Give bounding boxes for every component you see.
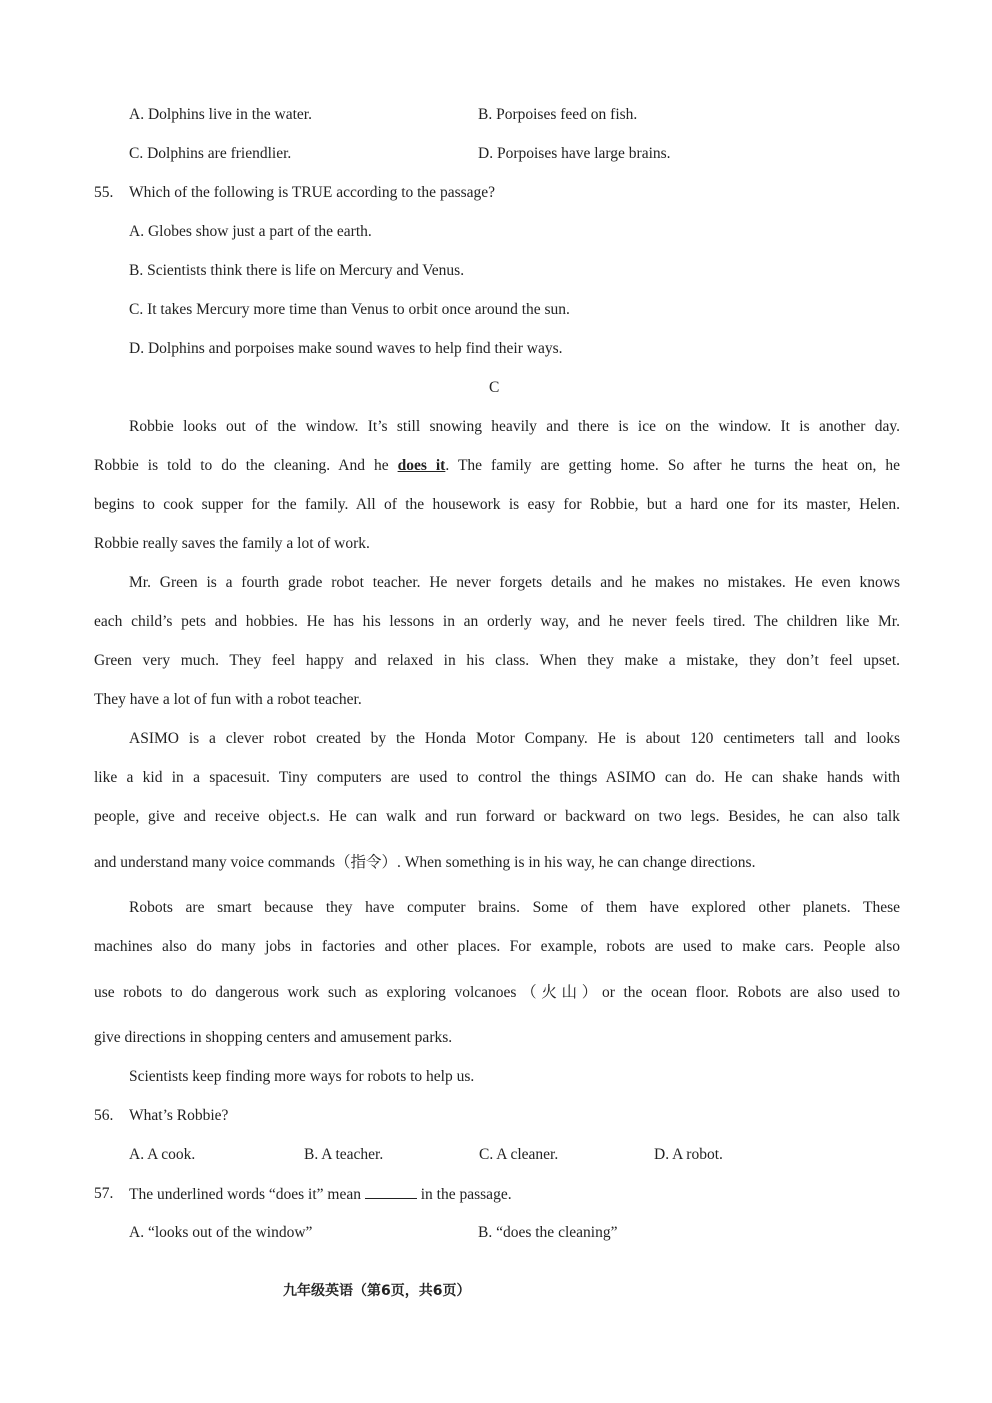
paragraph-1-line-2 [94, 456, 900, 476]
paragraph-2-line-3: Green very much. They feel happy and relaxed in his class. When they make a mistake, they don’t feel upset. [94, 652, 900, 669]
paragraph-1-line-1: Robbie looks out of the window. It’s still snowing heavily and there is ice on the window. It is another day. [129, 418, 900, 435]
q54-option-a: A. Dolphins live in the water. [129, 106, 312, 123]
q55-option-a: A. Globes show just a part of the earth. [129, 223, 372, 240]
q54-option-c: C. Dolphins are friendlier. [129, 145, 292, 162]
q56-option-b: B. A teacher. [304, 1146, 384, 1163]
paragraph-3-line-2: like a kid in a spacesuit. Tiny computers are used to control the things ASIMO can do. He can shake hands with [94, 769, 900, 786]
q55-number: 55. [94, 184, 114, 201]
answer-blank [365, 1184, 417, 1199]
q55-question: Which of the following is TRUE according to the passage? [129, 184, 496, 201]
q57-question-before: The underlined words “does it” mean [129, 1186, 361, 1203]
q56-question: What’s Robbie? [129, 1107, 229, 1124]
q56-option-a: A. A cook. [129, 1146, 196, 1163]
paragraph-2-line-2: each child’s pets and hobbies. He has his lessons in an orderly way, and he never feels tired. The children like Mr. [94, 613, 900, 630]
paragraph-4-line-1: Robots are smart because they have computer brains. Some of them have explored other planets. These [129, 899, 900, 916]
paragraph-4-line-2: machines also do many jobs in factories and other places. For example, robots are used to make cars. People also [94, 938, 900, 955]
paragraph-2-line-1: Mr. Green is a fourth grade robot teacher. He never forgets details and he makes no mistakes. He even knows [129, 574, 900, 591]
q56-option-d: D. A robot. [654, 1146, 723, 1163]
q55-option-b: B. Scientists think there is life on Mercury and Venus. [129, 262, 465, 279]
paragraph-5: Scientists keep finding more ways for robots to help us. [129, 1068, 475, 1085]
page-footer: 九年级英语（第6页，共6页） [283, 1283, 471, 1299]
q55-option-c: C. It takes Mercury more time than Venus to orbit once around the sun. [129, 301, 570, 318]
q54-option-b: B. Porpoises feed on fish. [478, 106, 638, 123]
paragraph-1-line-3: begins to cook supper for the family. All of the housework is easy for Robbie, but a hard one for its master, Helen. [94, 496, 900, 513]
paragraph-1-line-4: Robbie really saves the family a lot of work. [94, 535, 370, 552]
q55-option-d: D. Dolphins and porpoises make sound waves to help find their ways. [129, 340, 563, 357]
q57-number: 57. [94, 1185, 114, 1202]
q57-option-a: A. “looks out of the window” [129, 1224, 313, 1241]
p1-text-before: Robbie is told to do the cleaning. And he [94, 457, 398, 474]
q57-question-after: in the passage. [420, 1186, 512, 1203]
q56-number: 56. [94, 1107, 114, 1124]
q54-option-d: D. Porpoises have large brains. [478, 145, 671, 162]
p1-text-after: . The family are getting home. So after he turns the heat on, he [445, 457, 900, 474]
paragraph-4-line-3: use robots to do dangerous work such as exploring volcanoes（火山）or the ocean floor. Robots are also used to [94, 984, 900, 1001]
paragraph-3-line-4: and understand many voice commands（指令）. When something is in his way, he can change directions. [94, 854, 756, 871]
paragraph-3-line-1: ASIMO is a clever robot created by the Honda Motor Company. He is about 120 centimeters tall and looks [129, 730, 900, 747]
paragraph-4-line-4: give directions in shopping centers and amusement parks. [94, 1029, 453, 1046]
paragraph-3-line-3: people, give and receive object.s. He can walk and run forward or backward on two legs. Besides, he can also talk [94, 808, 900, 825]
q57-question [129, 1184, 512, 1205]
underlined-phrase: does it [397, 457, 446, 474]
q56-option-c: C. A cleaner. [479, 1146, 559, 1163]
q57-option-b: B. “does the cleaning” [478, 1224, 618, 1241]
section-heading: C [489, 379, 500, 396]
paragraph-2-line-4: They have a lot of fun with a robot teacher. [94, 691, 362, 708]
